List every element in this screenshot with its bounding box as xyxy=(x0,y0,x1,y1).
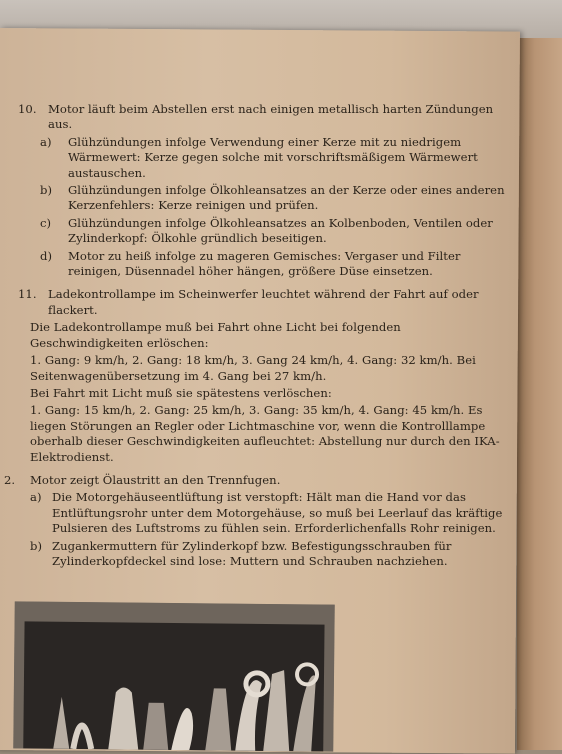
section-11 xyxy=(18,287,506,464)
section-number: 11. xyxy=(18,287,37,302)
item-letter: b) xyxy=(30,538,43,553)
section-number: 10. xyxy=(18,102,37,116)
section-heading: Motor zeigt Ölaustritt an den Trennfugen. xyxy=(30,472,281,487)
item-letter: c) xyxy=(40,215,52,230)
section-number: 2. xyxy=(4,472,16,487)
item-text: Glühzündungen infolge Ölkohleansatzes an Kolbenboden, Ventilen oder Zylinderkopf: Ölkohle gründlich beseitigen. xyxy=(68,215,493,246)
item-letter: b) xyxy=(40,183,53,198)
page-text xyxy=(4,102,506,571)
paragraph: Bei Fahrt mit Licht muß sie spätestens verlöschen: xyxy=(30,385,332,400)
item-text: Die Motorgehäuseentlüftung ist verstopft: Hält man die Hand vor das Entlüftungsrohr unter dem Motorgehäuse, so muß bei Leerlauf das kräftige Pulsieren des Luftstroms zu fühlen sein. Erforderlichenfalls Rohr reinigen. xyxy=(52,490,503,536)
item-letter: a) xyxy=(30,490,42,505)
paragraph: Die Ladekontrollampe muß bei Fahrt ohne Licht bei folgenden Geschwindigkeiten erlöschen: xyxy=(30,320,401,350)
tool-kit-photo xyxy=(13,601,335,751)
item-letter: a) xyxy=(40,134,52,149)
list-item xyxy=(18,183,506,214)
item-letter: d) xyxy=(40,248,53,263)
list-item xyxy=(18,249,506,280)
paragraph: 1. Gang: 9 km/h, 2. Gang: 18 km/h, 3. Gang 24 km/h, 4. Gang: 32 km/h. Bei Seitenwagenübersetzung im 4. Gang bei 27 km/h. xyxy=(30,353,476,383)
section-10 xyxy=(18,102,506,279)
item-text: Glühzündungen infolge Ölkohleansatzes an der Kerze oder eines anderen Kerzenfehlers: Kerze reinigen und prüfen. xyxy=(68,183,505,213)
list-item xyxy=(18,216,506,247)
item-text: Zugankermuttern für Zylinderkopf bzw. Befestigungsschrauben für Zylinderkopfdeckel sind lose: Muttern und Schrauben nachziehen. xyxy=(52,538,452,568)
section-12 xyxy=(4,472,506,569)
item-text: Glühzündungen infolge Verwendung einer Kerze mit zu niedrigem Wärmewert: Kerze gegen solche mit vorschriftsmäßigem Wärmewert austauschen. xyxy=(68,134,478,180)
section-heading: Motor läuft beim Abstellen erst nach einigen metallisch harten Zündungen aus. xyxy=(48,102,494,132)
facing-page-edge xyxy=(517,38,562,750)
section-heading: Ladekontrollampe im Scheinwerfer leuchtet während der Fahrt auf oder flackert. xyxy=(48,287,479,317)
list-item xyxy=(18,539,506,570)
paragraph: 1. Gang: 15 km/h, 2. Gang: 25 km/h, 3. Gang: 35 km/h, 4. Gang: 45 km/h. Es liegen Störungen an Regler oder Lichtmaschine vor, wenn die Kontrolllampe oberhalb dieser Geschwindigkeiten aufleuchtet: Abstellung nur durch den IKA-Elektrodienst. xyxy=(30,403,500,464)
item-text: Motor zu heiß infolge zu mageren Gemisches: Vergaser und Filter reinigen, Düsennadel höher hängen, größere Düse einsetzen. xyxy=(68,248,461,279)
list-item xyxy=(18,135,506,181)
list-item xyxy=(18,490,506,536)
